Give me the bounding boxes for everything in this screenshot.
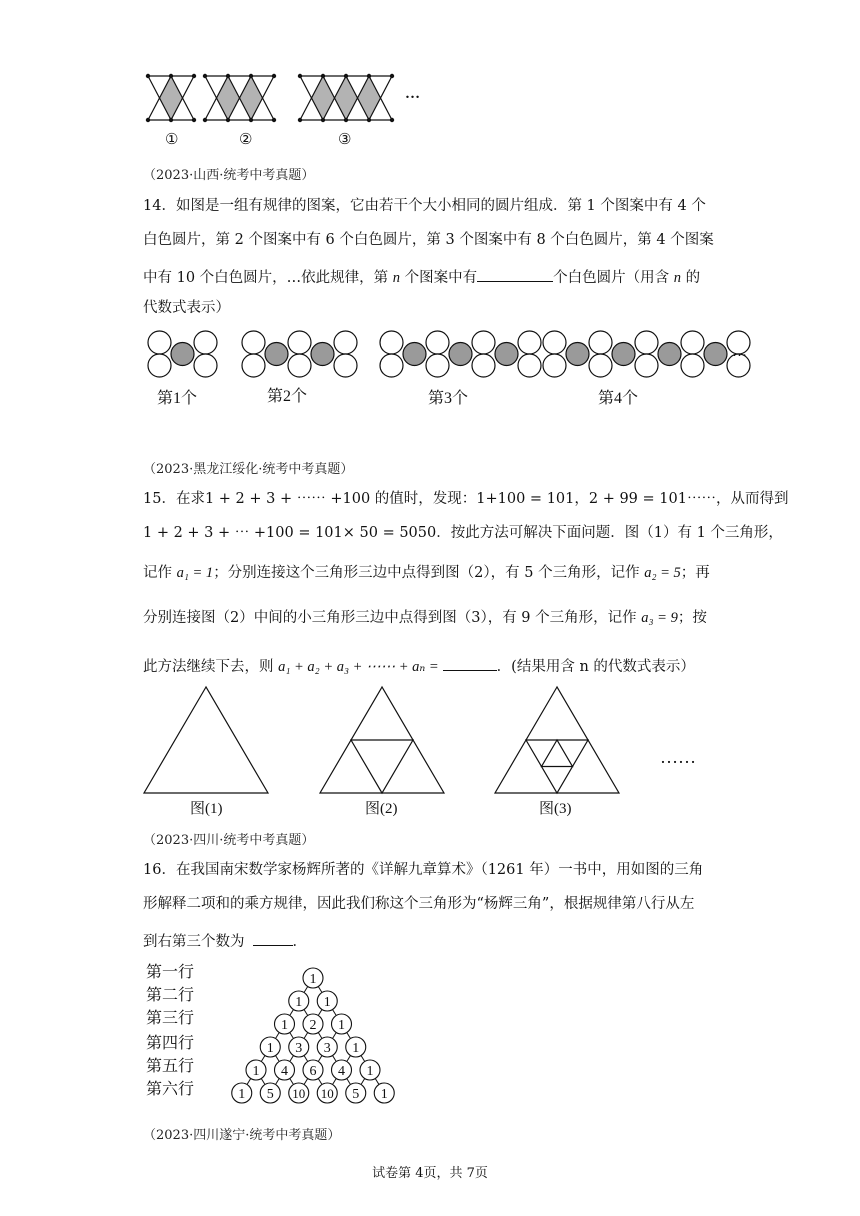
vertex-dot bbox=[169, 118, 173, 122]
q16-line-3-a: 到右第三个数为 bbox=[143, 934, 245, 950]
q14-label-2: 第2个 bbox=[267, 388, 308, 405]
vertex-dot bbox=[344, 118, 348, 122]
q15-eq-sum: a₁ + a₂ + a₃ + ⋯⋯ + aₙ = bbox=[278, 659, 439, 675]
q14-var-n2: n bbox=[673, 270, 681, 286]
number-text: 1 bbox=[366, 1064, 374, 1079]
q14-figure bbox=[140, 330, 760, 410]
q14-answer-blank[interactable] bbox=[477, 267, 553, 282]
q13-figure bbox=[140, 70, 440, 150]
gray-disc bbox=[566, 343, 589, 366]
q14-line-3-d: 的 bbox=[681, 270, 701, 286]
gray-disc bbox=[265, 343, 288, 366]
q15-line-5-b: ．(结果用含 n 的代数式表示） bbox=[496, 659, 695, 675]
vertex-dot bbox=[298, 118, 302, 122]
white-disc bbox=[472, 354, 495, 377]
number-text: 1 bbox=[266, 1041, 274, 1056]
q14-label-1: 第1个 bbox=[157, 390, 198, 407]
row-label-2: 第二行 bbox=[146, 985, 195, 1004]
white-disc bbox=[242, 354, 265, 377]
q13-label-2: ② bbox=[239, 132, 253, 148]
q14-label-3: 第3个 bbox=[428, 390, 469, 407]
q15-line-4-b: ；按 bbox=[677, 610, 707, 626]
white-disc bbox=[288, 354, 311, 377]
nested-triangle-diagram bbox=[140, 685, 720, 797]
white-disc bbox=[426, 331, 449, 354]
vertex-dot bbox=[249, 118, 253, 122]
white-disc bbox=[380, 331, 403, 354]
number-text: 1 bbox=[323, 995, 331, 1010]
white-disc bbox=[242, 331, 265, 354]
shaded-rhombus bbox=[160, 76, 183, 120]
q16-answer-blank[interactable] bbox=[253, 931, 293, 946]
page-footer: 试卷第 4页，共 7页 bbox=[372, 1166, 488, 1181]
q15-eq-a1: a₁ = 1 bbox=[176, 565, 214, 581]
gray-disc bbox=[449, 343, 472, 366]
white-disc bbox=[148, 354, 171, 377]
q13-ellipsis: … bbox=[405, 86, 420, 102]
gray-disc bbox=[311, 343, 334, 366]
q15-line-3-c: ；再 bbox=[680, 565, 710, 581]
gray-disc bbox=[403, 343, 426, 366]
q15-answer-blank[interactable] bbox=[443, 656, 497, 671]
gray-disc bbox=[612, 343, 635, 366]
white-disc bbox=[288, 331, 311, 354]
vertex-dot bbox=[298, 74, 302, 78]
q16-line-3 bbox=[143, 931, 307, 950]
q14-line-3-c: 个白色圆片（用含 bbox=[553, 270, 674, 286]
shaded-rhombus bbox=[335, 76, 358, 120]
number-text: 5 bbox=[352, 1087, 360, 1102]
white-disc bbox=[380, 354, 403, 377]
q15-ellipsis: …… bbox=[660, 747, 696, 767]
vertex-dot bbox=[192, 118, 196, 122]
white-disc bbox=[194, 354, 217, 377]
number-text: 6 bbox=[309, 1064, 317, 1079]
white-disc bbox=[589, 331, 612, 354]
gray-disc bbox=[704, 343, 727, 366]
number-text: 2 bbox=[309, 1018, 317, 1033]
q14-line-3-a: 中有 10 个白色圆片，…依此规律，第 bbox=[143, 270, 393, 286]
vertex-dot bbox=[203, 74, 207, 78]
q15-label-1: 图(1) bbox=[190, 801, 223, 817]
vertex-dot bbox=[344, 74, 348, 78]
row-label-4: 第四行 bbox=[146, 1033, 195, 1052]
q15-line-3-b: ；分别连接这个三角形三边中点得到图（2），有 5 个三角形，记作 bbox=[213, 565, 645, 581]
number-text: 1 bbox=[252, 1064, 260, 1079]
vertex-dot bbox=[226, 118, 230, 122]
q14-line-2: 白色圆片，第 2 个图案中有 6 个白色圆片，第 3 个图案中有 8 个白色圆片，第 4 个图案 bbox=[143, 232, 714, 248]
q15-line-4 bbox=[143, 611, 707, 626]
q15-eq-a2: a₂ = 5 bbox=[644, 565, 681, 581]
white-disc bbox=[194, 331, 217, 354]
number-text: 3 bbox=[323, 1041, 331, 1056]
white-disc bbox=[681, 331, 704, 354]
yanghui-triangle-diagram bbox=[228, 965, 398, 1105]
q15-line-3 bbox=[143, 566, 710, 581]
number-text: 10 bbox=[320, 1086, 334, 1101]
number-text: 1 bbox=[238, 1087, 246, 1102]
vertex-dot bbox=[367, 118, 371, 122]
vertex-dot bbox=[169, 74, 173, 78]
number-text: 10 bbox=[292, 1086, 306, 1101]
midpoint-triangle bbox=[351, 740, 413, 793]
white-disc bbox=[635, 354, 658, 377]
q13-label-1: ① bbox=[165, 132, 179, 148]
inner-midpoint-triangle bbox=[542, 740, 573, 767]
q17-source: （2023·四川遂宁·统考中考真题） bbox=[143, 1128, 341, 1143]
q15-line-3-a: 记作 bbox=[143, 565, 177, 581]
white-disc bbox=[681, 354, 704, 377]
q16-line-3-b: ． bbox=[292, 934, 307, 950]
number-text: 4 bbox=[338, 1064, 345, 1079]
white-disc bbox=[518, 331, 541, 354]
q15-eq-a3: a₃ = 9 bbox=[641, 610, 678, 626]
row-label-5: 第五行 bbox=[146, 1056, 195, 1075]
q15-line-4-a: 分别连接图（2）中间的小三角形三边中点得到图（3），有 9 个三角形，记作 bbox=[143, 610, 642, 626]
white-disc bbox=[635, 331, 658, 354]
q16-line-2: 形解释二项和的乘方规律，因此我们称这个三角形为“杨辉三角”，根据规律第八行从左 bbox=[143, 896, 695, 912]
vertex-dot bbox=[321, 118, 325, 122]
shaded-rhombus bbox=[240, 76, 263, 120]
shaded-rhombus bbox=[312, 76, 335, 120]
q15-line-2: 1 + 2 + 3 + ⋯ +100 = 101× 50 = 5050．按此方法可解决下面问题．图（1）有 1 个三角形， bbox=[143, 525, 783, 541]
q14-var-n: n bbox=[392, 270, 401, 286]
q16-source: （2023·四川·统考中考真题） bbox=[143, 833, 315, 848]
number-text: 5 bbox=[266, 1087, 274, 1102]
vertex-dot bbox=[226, 74, 230, 78]
gray-disc bbox=[495, 343, 518, 366]
number-text: 1 bbox=[309, 972, 317, 987]
q15-label-3: 图(3) bbox=[539, 801, 572, 817]
q14-line-4: 代数式表示） bbox=[143, 300, 230, 316]
white-disc bbox=[472, 331, 495, 354]
vertex-dot bbox=[367, 74, 371, 78]
gray-disc bbox=[658, 343, 681, 366]
q15-source: （2023·黑龙江绥化·统考中考真题） bbox=[143, 462, 354, 477]
outer-triangle bbox=[144, 687, 268, 793]
white-disc bbox=[334, 354, 357, 377]
shaded-rhombus bbox=[217, 76, 240, 120]
white-disc bbox=[426, 354, 449, 377]
vertex-dot bbox=[249, 74, 253, 78]
q15-line-5-a: 此方法继续下去，则 bbox=[143, 659, 279, 675]
number-text: 1 bbox=[338, 1018, 345, 1033]
q14-ellipsis: … bbox=[732, 344, 747, 360]
vertex-dot bbox=[192, 74, 196, 78]
q15-figure bbox=[140, 685, 720, 820]
number-text: 3 bbox=[295, 1041, 303, 1056]
number-text: 1 bbox=[352, 1041, 360, 1056]
q14-line-3 bbox=[143, 267, 700, 286]
shaded-rhombus bbox=[358, 76, 381, 120]
vertex-dot bbox=[390, 118, 394, 122]
q16-line-1: 16．在我国南宋数学家杨辉所著的《详解九章算术》（1261 年）一书中，用如图的三角 bbox=[143, 862, 704, 878]
q13-label-3: ③ bbox=[338, 132, 352, 148]
vertex-dot bbox=[203, 118, 207, 122]
q15-label-2: 图(2) bbox=[365, 801, 398, 817]
yanghui-row-labels bbox=[146, 960, 194, 1100]
q15-line-1: 15．在求1 + 2 + 3 + ⋯⋯ +100 的值时，发现：1+100 = 101，2 + 99 = 101⋯⋯，从而得到 bbox=[143, 491, 789, 507]
vertex-dot bbox=[272, 118, 276, 122]
white-disc bbox=[543, 331, 566, 354]
rhombus-chain-diagram bbox=[140, 70, 440, 150]
row-label-1: 第一行 bbox=[146, 962, 195, 981]
number-text: 1 bbox=[281, 1018, 288, 1033]
white-disc bbox=[518, 354, 541, 377]
number-text: 1 bbox=[295, 995, 303, 1010]
white-disc bbox=[589, 354, 612, 377]
number-text: 4 bbox=[281, 1064, 288, 1079]
vertex-dot bbox=[390, 74, 394, 78]
row-label-6: 第六行 bbox=[146, 1079, 195, 1098]
q14-label-4: 第4个 bbox=[598, 390, 639, 407]
white-disc bbox=[543, 354, 566, 377]
q15-line-5 bbox=[143, 656, 695, 675]
q14-source: （2023·山西·统考中考真题） bbox=[143, 168, 315, 183]
vertex-dot bbox=[321, 74, 325, 78]
q14-line-3-b: 个图案中有 bbox=[400, 270, 478, 286]
circle-pattern-diagram bbox=[140, 330, 760, 380]
vertex-dot bbox=[146, 74, 150, 78]
white-disc bbox=[148, 331, 171, 354]
number-text: 1 bbox=[380, 1087, 388, 1102]
gray-disc bbox=[171, 343, 194, 366]
q14-line-1: 14．如图是一组有规律的图案，它由若干个大小相同的圆片组成．第 1 个图案中有 4 个 bbox=[143, 198, 706, 214]
row-label-3: 第三行 bbox=[146, 1008, 195, 1027]
vertex-dot bbox=[146, 118, 150, 122]
vertex-dot bbox=[272, 74, 276, 78]
white-disc bbox=[334, 331, 357, 354]
